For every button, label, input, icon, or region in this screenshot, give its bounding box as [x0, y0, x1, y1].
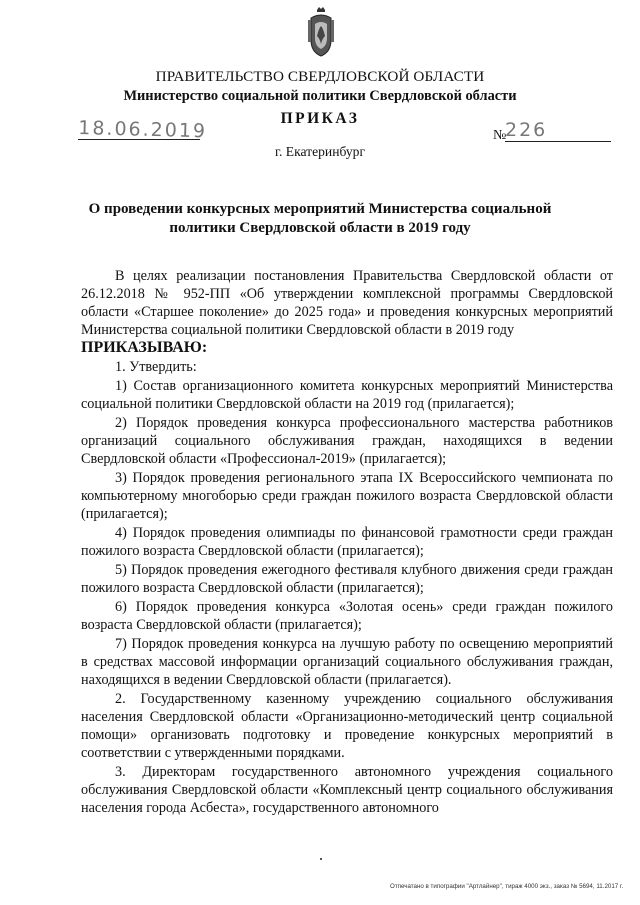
list-item: 7) Порядок проведения конкурса на лучшую работу по освещению мероприятий в средствах массовой информации организаций социального обслуживания граждан, находящихся в ведении Свердловской области (прилагается). [81, 636, 613, 688]
printer-colophon: Отпечатано в типографии "Артлайнер", тираж 4000 экз., заказ № 5694, 11.2017 г. [390, 883, 624, 890]
list-item: 1) Состав организационного комитета конкурсных мероприятий Министерства социальной политики Свердловской области на 2019 год (прилагается); [81, 378, 613, 412]
number-sign: № [493, 128, 507, 143]
order-number: 226 [505, 119, 548, 141]
city: г. Екатеринбург [274, 144, 366, 159]
decree-word: ПРИКАЗЫВАЮ: [81, 339, 208, 356]
list-item: 4) Порядок проведения олимпиады по финансовой грамотности среди граждан пожилого возраста Свердловской области (прилагается); [81, 525, 613, 559]
list-item: 5) Порядок проведения ежегодного фестиваля клубного движения среди граждан пожилого возраста Свердловской области (прилагается); [81, 562, 613, 596]
list-item: 1. Утвердить: [115, 359, 197, 375]
order-date: 18.06.2019 [78, 117, 208, 143]
list-item: 2. Государственному казенному учреждению социального обслуживания населения Свердловской области «Организационно-методический центр социальной помощи» организовать подготовку и проведение конкурсных мероприятий в соответствии с утвержденными порядками. [81, 691, 613, 761]
document-body [81, 267, 613, 818]
list-item: 3) Порядок проведения регионального этапа IX Всероссийского чемпионата по компьютерному многоборью среди граждан пожилого возраста Свердловской области (прилагается); [81, 470, 613, 522]
number-underline [505, 141, 611, 142]
preamble: В целях реализации постановления Правительства Свердловской области от 26.12.2018 № 952-ПП «Об утверждении комплексной программы Свердловской области «Старшее поколение» до 2025 года» и проведения конкурсных мероприятий Министерства социальной политики Свердловской области в 2019 году [81, 268, 613, 338]
document-title: О проведении конкурсных мероприятий Министерства социальной политики Свердловской области в 2019 году [88, 201, 552, 236]
document-type: ПРИКАЗ [280, 110, 360, 127]
coat-of-arms-icon [308, 6, 334, 58]
government-name: ПРАВИТЕЛЬСТВО СВЕРДЛОВСКОЙ ОБЛАСТИ [155, 68, 485, 85]
page-mark [320, 858, 322, 860]
list-item: 6) Порядок проведения конкурса «Золотая осень» среди граждан пожилого возраста Свердловской области (прилагается); [81, 599, 613, 633]
date-underline [78, 139, 200, 140]
ministry-name: Министерство социальной политики Свердловской области [123, 88, 517, 104]
list-item: 3. Директорам государственного автономного учреждения социального обслуживания Свердловской области «Комплексный центр социального обслуживания населения города Асбеста», государственного автономного [81, 764, 613, 816]
list-item: 2) Порядок проведения конкурса профессионального мастерства работников организаций социального обслуживания граждан, находящихся в ведении Свердловской области «Профессионал-2019» (прилагается); [81, 415, 613, 467]
